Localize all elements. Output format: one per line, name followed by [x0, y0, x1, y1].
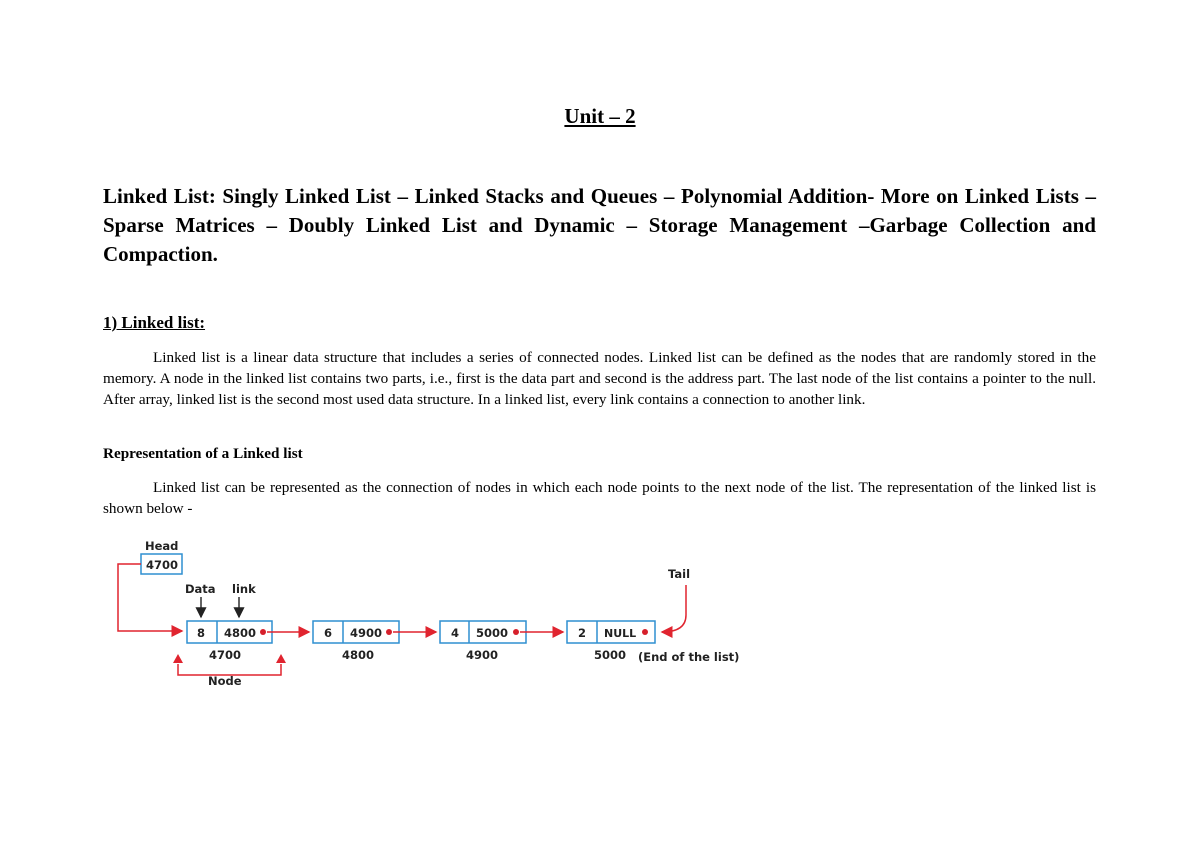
list-node [440, 621, 526, 662]
sub-heading-representation: Representation of a Linked list [103, 445, 303, 462]
link-dot [386, 629, 392, 635]
node-address: 4800 [342, 648, 375, 662]
bracket-arrowhead-left [173, 654, 183, 663]
tail-label: Tail [668, 567, 691, 581]
paragraph-linked-list-definition: Linked list is a linear data structure that includes a series of connected nodes. Linked list can be defined as the nodes that are randomly stored in the memory. A node in the linked list contains two parts, i.e., first is the data part and second is the address part. The last node of the list contains a pointer to the null. After array, linked list is the second most used data structure. In a linked list, every link contains a connection to another link. [103, 349, 1096, 408]
node-data: 8 [197, 626, 206, 640]
link-label: link [232, 582, 256, 596]
node-address: 4700 [209, 648, 242, 662]
bracket-arrowhead-right [276, 654, 286, 663]
node-data: 4 [451, 626, 460, 640]
node-address: 4900 [466, 648, 499, 662]
node-data: 2 [578, 626, 587, 640]
node-address: 5000 [594, 648, 627, 662]
link-dot [513, 629, 519, 635]
list-node [313, 621, 399, 662]
tail-pointer-arrow [662, 585, 686, 632]
unit-title: Unit – 2 [564, 104, 636, 128]
list-node [187, 621, 272, 662]
node-link: 4800 [224, 626, 257, 640]
node-link: NULL [604, 627, 637, 640]
node-link: 4900 [350, 626, 383, 640]
end-of-list-label: (End of the list) [638, 650, 740, 664]
head-value: 4700 [146, 558, 179, 572]
head-label: Head [145, 539, 179, 553]
node-link: 5000 [476, 626, 509, 640]
topics-list: Linked List: Singly Linked List – Linked Stacks and Queues – Polynomial Addition- More on Linked Lists – Sparse Matrices – Doubly Linked List and Dynamic – Storage Management –Garbage Collection and Compaction. [103, 184, 1096, 266]
section-heading: 1) Linked list: [103, 313, 206, 332]
node-data: 6 [324, 626, 333, 640]
link-dot [260, 629, 266, 635]
link-dot [642, 629, 648, 635]
linked-list-diagram [110, 535, 750, 695]
node-label: Node [208, 674, 242, 688]
paragraph-representation: Linked list can be represented as the connection of nodes in which each node points to the next node of the list. The representation of the linked list is shown below - [103, 479, 1096, 517]
data-label: Data [185, 582, 216, 596]
